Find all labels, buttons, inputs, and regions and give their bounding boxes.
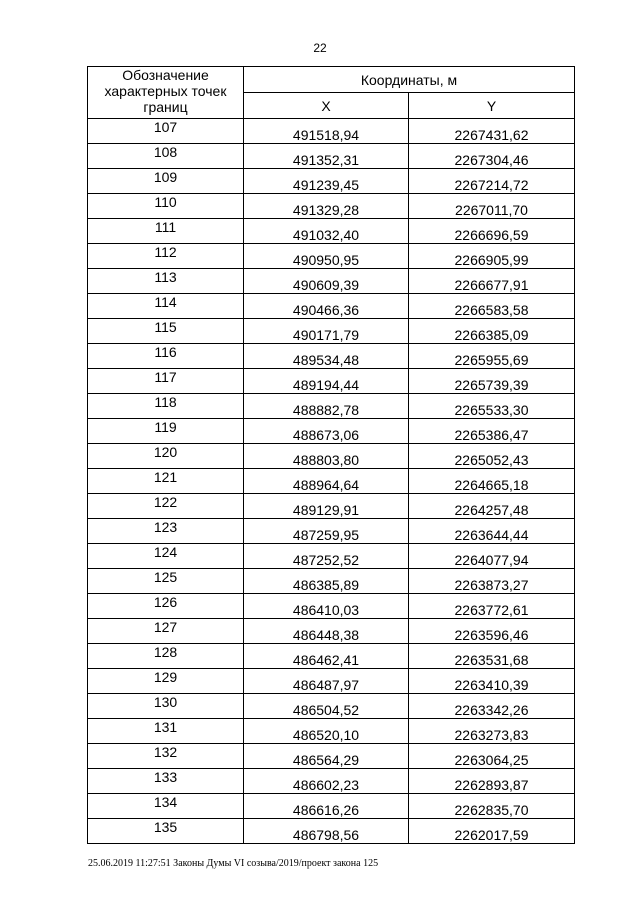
y-coordinate-cell: 2263644,44 (409, 519, 575, 544)
x-coordinate-cell: 491329,28 (244, 194, 409, 219)
x-coordinate-cell: 489194,44 (244, 369, 409, 394)
table-row (88, 744, 575, 769)
table-row (88, 669, 575, 694)
header-designation-line-3: границ (143, 99, 188, 115)
x-coordinate-cell: 488673,06 (244, 419, 409, 444)
footer-stamp: 25.06.2019 11:27:51 Законы Думы VI созыва/2019/проект закона 125 (88, 858, 379, 869)
point-cell: 130 (88, 694, 244, 719)
point-cell: 115 (88, 319, 244, 344)
x-coordinate-cell: 489129,91 (244, 494, 409, 519)
y-coordinate-cell: 2263342,26 (409, 694, 575, 719)
point-cell: 112 (88, 244, 244, 269)
point-cell: 128 (88, 644, 244, 669)
point-cell: 125 (88, 569, 244, 594)
x-coordinate-cell: 489534,48 (244, 344, 409, 369)
table-row (88, 269, 575, 294)
y-coordinate-cell: 2262017,59 (409, 819, 575, 844)
table-row (88, 719, 575, 744)
point-cell: 113 (88, 269, 244, 294)
point-cell: 123 (88, 519, 244, 544)
x-coordinate-cell: 487252,52 (244, 544, 409, 569)
table-header (88, 67, 575, 119)
x-coordinate-cell: 486504,52 (244, 694, 409, 719)
table-row (88, 194, 575, 219)
table-row (88, 469, 575, 494)
header-designation (88, 67, 244, 119)
x-coordinate-cell: 486602,23 (244, 769, 409, 794)
point-cell: 124 (88, 544, 244, 569)
table-row (88, 569, 575, 594)
y-coordinate-cell: 2267214,72 (409, 169, 575, 194)
point-cell: 110 (88, 194, 244, 219)
table-row (88, 494, 575, 519)
point-cell: 127 (88, 619, 244, 644)
x-coordinate-cell: 486487,97 (244, 669, 409, 694)
x-coordinate-cell: 487259,95 (244, 519, 409, 544)
x-coordinate-cell: 488964,64 (244, 469, 409, 494)
y-coordinate-cell: 2263596,46 (409, 619, 575, 644)
x-coordinate-cell: 491032,40 (244, 219, 409, 244)
y-coordinate-cell: 2265052,43 (409, 444, 575, 469)
table-row (88, 644, 575, 669)
header-x: X (244, 93, 409, 119)
x-coordinate-cell: 490466,36 (244, 294, 409, 319)
table-row (88, 619, 575, 644)
y-coordinate-cell: 2266583,58 (409, 294, 575, 319)
y-coordinate-cell: 2263531,68 (409, 644, 575, 669)
y-coordinate-cell: 2264257,48 (409, 494, 575, 519)
table-row (88, 544, 575, 569)
x-coordinate-cell: 490950,95 (244, 244, 409, 269)
point-cell: 119 (88, 419, 244, 444)
y-coordinate-cell: 2262893,87 (409, 769, 575, 794)
table-row (88, 519, 575, 544)
page-number: 22 (313, 41, 327, 55)
point-cell: 108 (88, 144, 244, 169)
table-row (88, 819, 575, 844)
header-designation-line-1: Обозначение (122, 67, 209, 83)
y-coordinate-cell: 2262835,70 (409, 794, 575, 819)
y-coordinate-cell: 2266385,09 (409, 319, 575, 344)
table-row (88, 219, 575, 244)
point-cell: 126 (88, 594, 244, 619)
y-coordinate-cell: 2266696,59 (409, 219, 575, 244)
x-coordinate-cell: 490171,79 (244, 319, 409, 344)
table-body (88, 119, 575, 844)
point-cell: 129 (88, 669, 244, 694)
y-coordinate-cell: 2263273,83 (409, 719, 575, 744)
x-coordinate-cell: 488882,78 (244, 394, 409, 419)
point-cell: 133 (88, 769, 244, 794)
table-row (88, 344, 575, 369)
y-coordinate-cell: 2266905,99 (409, 244, 575, 269)
point-cell: 111 (88, 219, 244, 244)
table-row (88, 294, 575, 319)
x-coordinate-cell: 486448,38 (244, 619, 409, 644)
point-cell: 107 (88, 119, 244, 144)
y-coordinate-cell: 2265739,39 (409, 369, 575, 394)
x-coordinate-cell: 486616,26 (244, 794, 409, 819)
y-coordinate-cell: 2263064,25 (409, 744, 575, 769)
y-coordinate-cell: 2265386,47 (409, 419, 575, 444)
point-cell: 116 (88, 344, 244, 369)
y-coordinate-cell: 2265955,69 (409, 344, 575, 369)
coordinates-table (87, 66, 575, 844)
y-coordinate-cell: 2263772,61 (409, 594, 575, 619)
table-row (88, 594, 575, 619)
point-cell: 109 (88, 169, 244, 194)
table-row (88, 419, 575, 444)
point-cell: 135 (88, 819, 244, 844)
point-cell: 131 (88, 719, 244, 744)
x-coordinate-cell: 486410,03 (244, 594, 409, 619)
header-designation-line-2: характерных точек (104, 83, 227, 99)
x-coordinate-cell: 491352,31 (244, 144, 409, 169)
point-cell: 121 (88, 469, 244, 494)
point-cell: 122 (88, 494, 244, 519)
table-row (88, 319, 575, 344)
point-cell: 134 (88, 794, 244, 819)
x-coordinate-cell: 486520,10 (244, 719, 409, 744)
y-coordinate-cell: 2267304,46 (409, 144, 575, 169)
x-coordinate-cell: 490609,39 (244, 269, 409, 294)
point-cell: 114 (88, 294, 244, 319)
y-coordinate-cell: 2266677,91 (409, 269, 575, 294)
y-coordinate-cell: 2263873,27 (409, 569, 575, 594)
point-cell: 118 (88, 394, 244, 419)
table-row (88, 444, 575, 469)
x-coordinate-cell: 491518,94 (244, 119, 409, 144)
point-cell: 132 (88, 744, 244, 769)
header-y: Y (409, 93, 575, 119)
y-coordinate-cell: 2264077,94 (409, 544, 575, 569)
y-coordinate-cell: 2264665,18 (409, 469, 575, 494)
table-row (88, 244, 575, 269)
y-coordinate-cell: 2265533,30 (409, 394, 575, 419)
table-row (88, 694, 575, 719)
header-coordinates: Координаты, м (244, 67, 575, 93)
table-row (88, 794, 575, 819)
y-coordinate-cell: 2267431,62 (409, 119, 575, 144)
y-coordinate-cell: 2263410,39 (409, 669, 575, 694)
x-coordinate-cell: 486798,56 (244, 819, 409, 844)
table-row (88, 769, 575, 794)
y-coordinate-cell: 2267011,70 (409, 194, 575, 219)
table-row (88, 369, 575, 394)
table-row (88, 169, 575, 194)
point-cell: 120 (88, 444, 244, 469)
table-row (88, 144, 575, 169)
x-coordinate-cell: 486462,41 (244, 644, 409, 669)
x-coordinate-cell: 486385,89 (244, 569, 409, 594)
x-coordinate-cell: 486564,29 (244, 744, 409, 769)
table-row (88, 119, 575, 144)
point-cell: 117 (88, 369, 244, 394)
x-coordinate-cell: 491239,45 (244, 169, 409, 194)
x-coordinate-cell: 488803,80 (244, 444, 409, 469)
table-row (88, 394, 575, 419)
